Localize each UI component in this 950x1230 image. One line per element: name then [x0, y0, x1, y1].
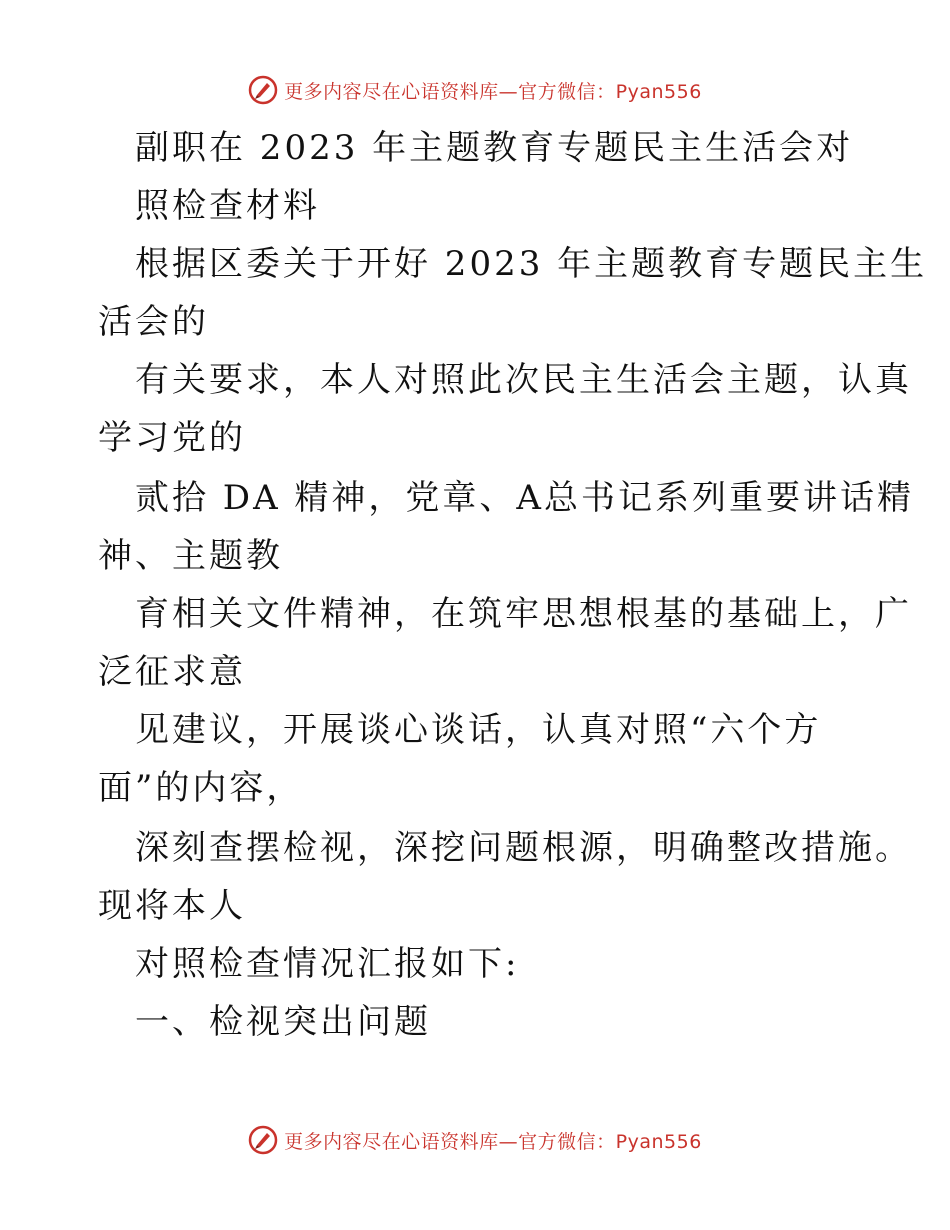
paragraph-line: 根据区委关于开好 2023 年主题教育专题民主生: [135, 244, 928, 284]
pen-logo-icon: [248, 1125, 278, 1155]
paragraph-line: 对照检查情况汇报如下:: [135, 944, 520, 984]
footer-watermark-text: 更多内容尽在心语资料库—官方微信：Pyan556: [284, 1130, 702, 1153]
paragraph-line: 泛征求意: [98, 652, 246, 692]
paragraph-line: 育相关文件精神，在筑牢思想根基的基础上，广: [135, 594, 912, 634]
header-watermark-text: 更多内容尽在心语资料库—官方微信：Pyan556: [284, 80, 702, 103]
paragraph-line: 面”的内容，: [98, 768, 304, 808]
paragraph-line: 神、主题教: [98, 536, 283, 576]
paragraph-line: 见建议，开展谈心谈话，认真对照“六个方: [135, 710, 822, 750]
section-heading: 一、检视突出问题: [135, 1002, 431, 1042]
title-line-1: 副职在 2023 年主题教育专题民主生活会对: [135, 128, 854, 168]
paragraph-line: 贰拾 DA 精神，党章、A总书记系列重要讲话精: [135, 478, 914, 518]
paragraph-line: 学习党的: [98, 418, 246, 458]
paragraph-line: 深刻查摆检视，深挖问题根源，明确整改措施。: [135, 828, 912, 868]
paragraph-line: 现将本人: [98, 886, 246, 926]
paragraph-line: 活会的: [98, 302, 209, 342]
title-line-2: 照检查材料: [135, 186, 320, 226]
paragraph-line: 有关要求，本人对照此次民主生活会主题，认真: [135, 360, 912, 400]
footer-watermark: [0, 1120, 950, 1160]
